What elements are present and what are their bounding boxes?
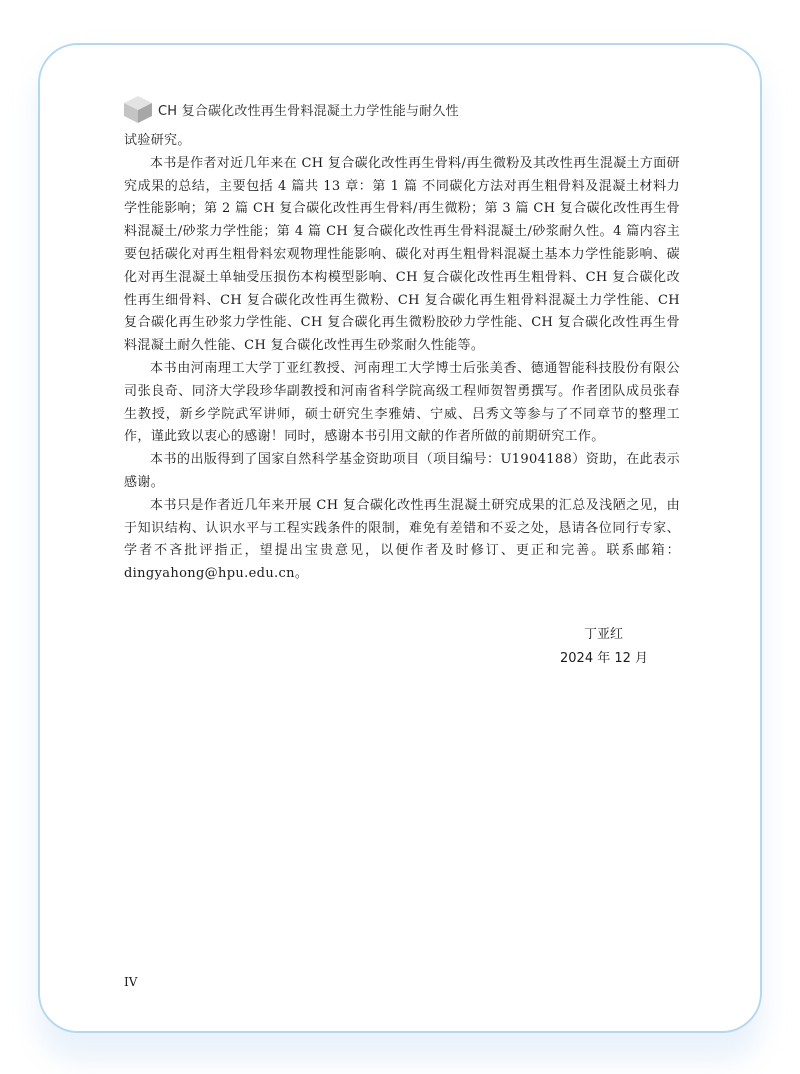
author-name: 丁亚红 (584, 627, 624, 642)
paragraph-funding: 本书的出版得到了国家自然科学基金资助项目（项目编号：U1904188）资助，在此表示感谢。 (124, 452, 680, 490)
signature-date: 2024 年 12 月 (560, 651, 649, 666)
paragraph-book-overview: 本书是作者对近几年来在 CH 复合碳化改性再生骨料/再生微粉及其改性再生混凝土方面研究成果的总结，主要包括 4 篇共 13 章：第 1 篇 不同碳化方法对再生粗骨料及混凝土材料力学性能影响；第 2 篇 CH 复合碳化改性再生骨料/再生微粉；第 3 篇 CH 复合碳化改性再生骨料混凝土/砂浆力学性能；第 4 篇 CH 复合碳化改性再生骨料混凝土/砂浆耐久性。4 篇内容主要包括碳化对再生粗骨料宏观物理性能影响、碳化对再生粗骨料混凝土基本力学性能影响、碳化对再生混凝土单轴受压损伤本构模型影响、CH 复合碳化改性再生粗骨料、CH 复合碳化改性再生细骨料、CH 复合碳化改性再生微粉、CH 复合碳化再生粗骨料混凝土力学性能、CH 复合碳化再生砂浆力学性能、CH 复合碳化再生微粉胶砂力学性能、CH 复合碳化改性再生骨料混凝土耐久性能、CH 复合碳化改性再生砂浆耐久性能等。 (124, 155, 680, 354)
header-title: CH 复合碳化改性再生骨料混凝土力学性能与耐久性 (158, 103, 459, 119)
cube-icon (122, 94, 154, 124)
page-number: IV (124, 975, 138, 989)
preface-body (124, 130, 680, 586)
signature-block (540, 623, 660, 671)
paragraph-authors: 本书由河南理工大学丁亚红教授、河南理工大学博士后张美香、德通智能科技股份有限公司张良奇、同济大学段珍华副教授和河南省科学院高级工程师贺智勇撰写。作者团队成员张春生教授，新乡学院武军讲师，硕士研究生李雅婧、宁威、吕秀文等参与了不同章节的整理工作，谨此致以衷心的感谢！同时，感谢本书引用文献的作者所做的前期研究工作。 (124, 360, 680, 445)
paragraph-continuation: 试验研究。 (124, 133, 191, 148)
running-header (122, 94, 459, 124)
paragraph-closing: 本书只是作者近几年来开展 CH 复合碳化改性再生混凝土研究成果的汇总及浅陋之见，由于知识结构、认识水平与工程实践条件的限制，难免有差错和不妥之处，恳请各位同行专家、学者不吝批评指正，望提出宝贵意见，以便作者及时修订、更正和完善。联系邮箱：dingyahong@hpu.edu.cn。 (124, 497, 680, 582)
